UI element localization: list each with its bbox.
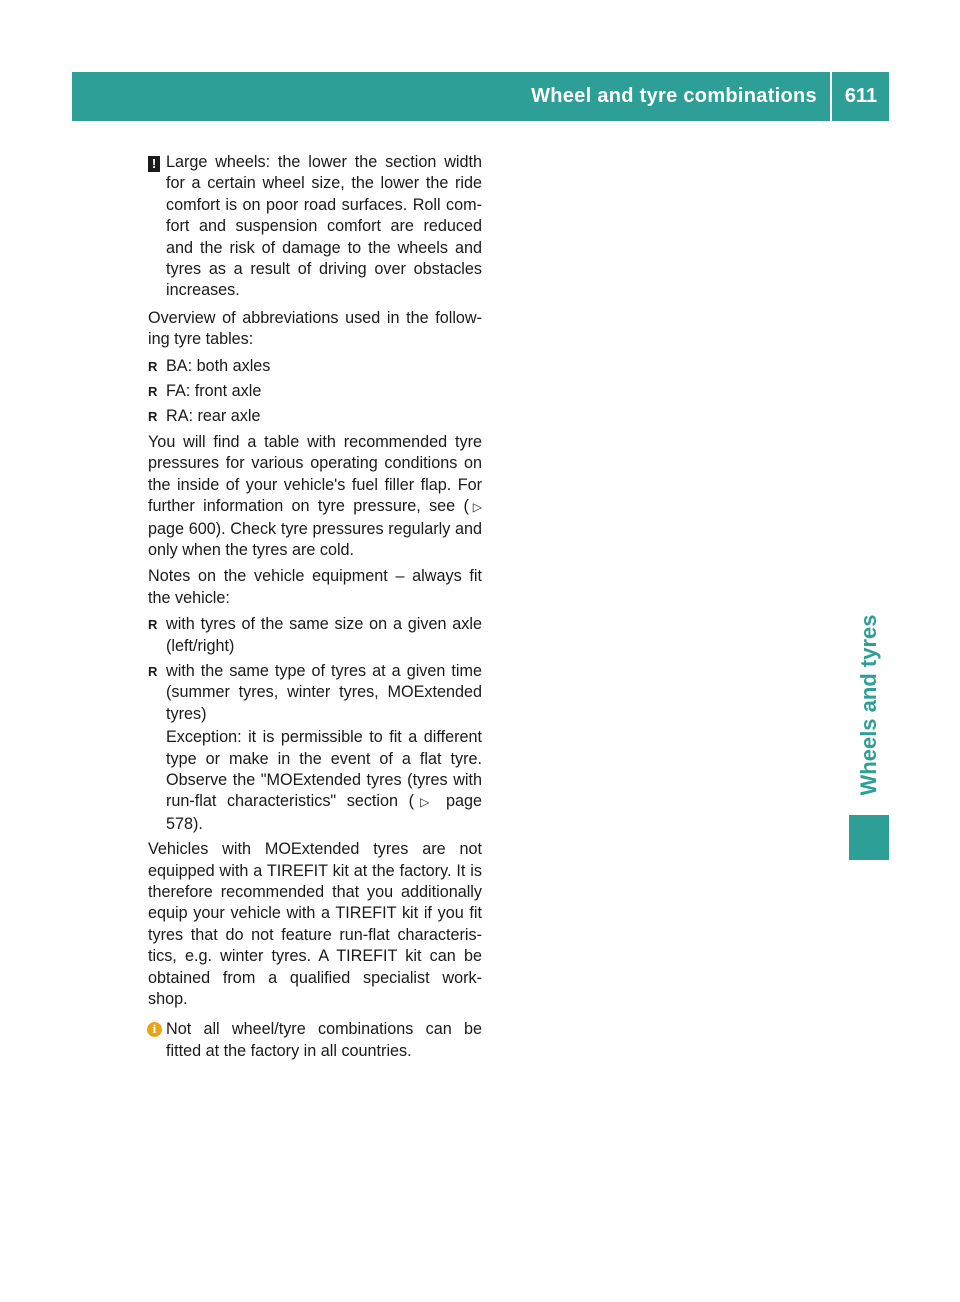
exception-body: Exception: it is permissible to fit a different type or make in the event of a flat tyre. Observe the "MOExtended tyres (tyres with run-flat characteristics" section ( bbox=[166, 728, 482, 811]
warning-text: Large wheels: the lower the section width for a certain wheel size, the lower the ride comfort is on poor road surfaces. Roll com- fort and suspension comfort are reduced and the risk of damage to the wheels and tyres as a result of driving over obstacles increases. bbox=[166, 153, 482, 300]
list-item-text: RA: rear axle bbox=[166, 407, 261, 426]
info-icon: i bbox=[147, 1022, 162, 1037]
overview-paragraph: Overview of abbreviations used in the follow- ing tyre tables: bbox=[148, 308, 482, 349]
bullet-icon: R bbox=[148, 358, 158, 374]
chapter-tab-label: Wheels and tyres bbox=[856, 614, 881, 796]
page-ref-arrow-icon: ▷ bbox=[414, 795, 436, 810]
chapter-marker-block bbox=[849, 815, 889, 860]
info-note bbox=[148, 1019, 482, 1062]
fit-list bbox=[148, 614, 482, 835]
header-divider bbox=[830, 72, 832, 121]
page-content bbox=[148, 152, 482, 1068]
bullet-icon: R bbox=[148, 617, 158, 633]
list-item-text: BA: both axles bbox=[166, 356, 271, 375]
warning-note bbox=[148, 152, 482, 302]
bullet-icon: R bbox=[148, 409, 158, 425]
tyre-pressure-text: You will find a table with recommended tyre pressures for various operating conditions on the inside of your vehicle's fuel filler flap. For further information on tyre pressure, see ( bbox=[148, 432, 482, 516]
header-bar bbox=[72, 72, 889, 121]
list-item bbox=[148, 356, 482, 377]
list-item bbox=[148, 406, 482, 427]
list-item bbox=[148, 661, 482, 835]
list-item-text: FA: front axle bbox=[166, 382, 262, 401]
warning-icon: ! bbox=[148, 156, 160, 172]
list-item bbox=[148, 381, 482, 402]
section-title: Wheel and tyre combinations bbox=[531, 85, 817, 107]
list-item bbox=[148, 614, 482, 657]
bullet-icon: R bbox=[148, 663, 158, 679]
list-item-text: with the same type of tyres at a given time (summer tyres, winter tyres, MOExtended tyres) bbox=[166, 661, 482, 723]
bullet-icon: R bbox=[148, 384, 158, 400]
page-ref-arrow-icon: ▷ bbox=[468, 500, 482, 515]
page-ref-link[interactable]: page 578). bbox=[166, 792, 482, 833]
page-ref-link[interactable]: page 600). Check tyre pressures regularly and only when the tyres are cold. bbox=[148, 519, 482, 559]
list-item-text: with tyres of the same size on a given axle (left/right) bbox=[166, 615, 482, 655]
tyre-pressure-paragraph bbox=[148, 432, 482, 561]
chapter-tab bbox=[849, 605, 889, 805]
page-number: 611 bbox=[844, 85, 878, 107]
exception-text bbox=[166, 727, 482, 835]
abbreviation-list bbox=[148, 356, 482, 428]
moextended-paragraph: Vehicles with MOExtended tyres are not equipped with a TIREFIT kit at the factory. It is therefore recommended that you additionally equip your vehicle with a TIREFIT kit if you fit tyres that do not feature run-flat characteris- tics, e.g. winter tyres. A TIREFIT kit can be obtained from a qualified specialist work- shop. bbox=[148, 840, 482, 1009]
info-text: Not all wheel/tyre combinations can be fitted at the factory in all countries. bbox=[166, 1020, 482, 1060]
notes-intro: Notes on the vehicle equipment – always fit the vehicle: bbox=[148, 567, 482, 607]
